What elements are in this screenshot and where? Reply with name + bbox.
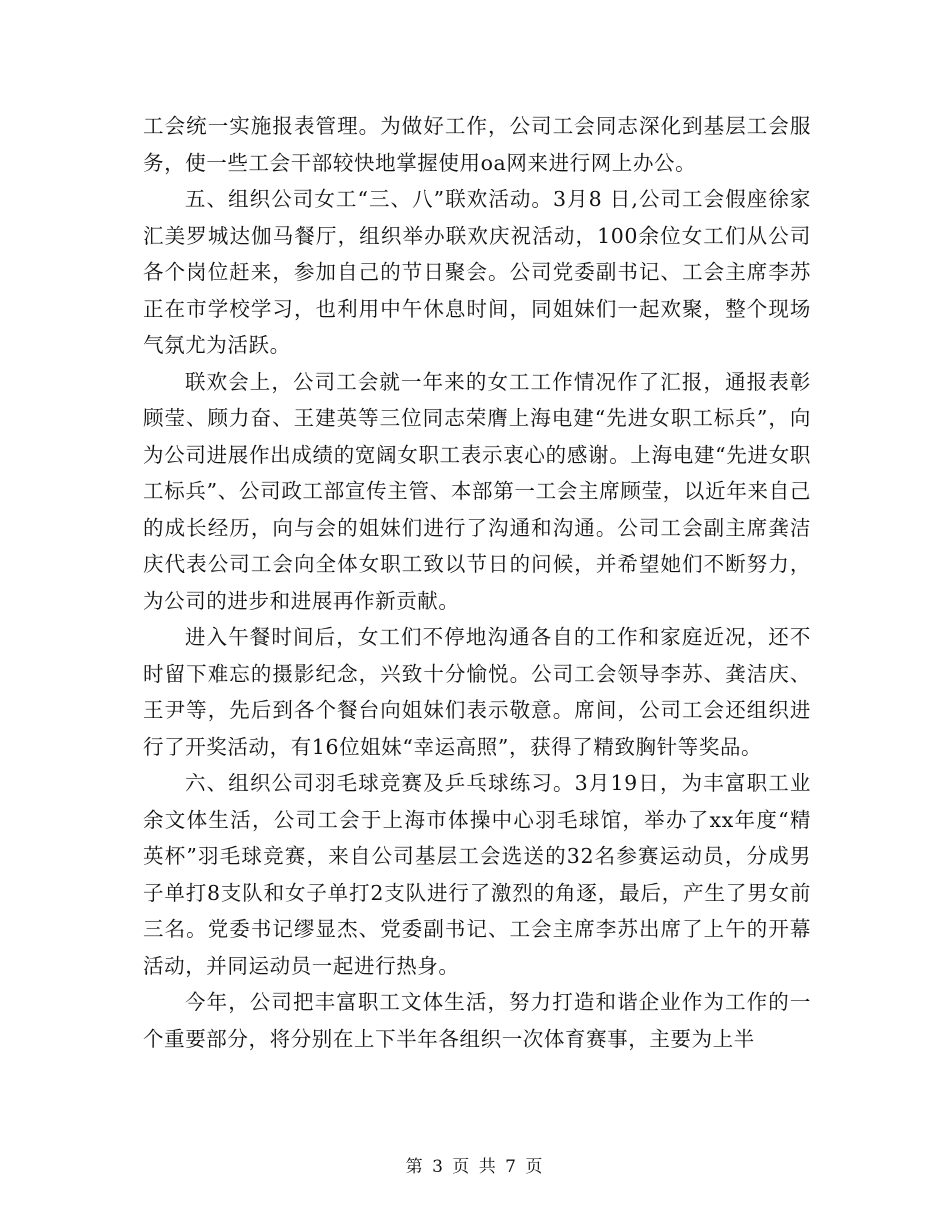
- paragraph-5: 六、组织公司羽毛球竞赛及乒乓球练习。3月19日，为丰富职工业余文体生活，公司工会于上海市体操中心羽毛球馆，举办了xx年度“精英杯”羽毛球竞赛，来自公司基层工会选送的32名参赛运动员，分成男子单打8支队和女子单打2支队进行了激烈的角逐，最后，产生了男女前三名。党委书记缪显杰、党委副书记、工会主席李苏出席了上午的开幕活动，并同运动员一起进行热身。: [143, 771, 811, 978]
- paragraph-2: 五、组织公司女工“三、八”联欢活动。3月8 日,公司工会假座徐家汇美罗城达伽马餐厅，组织举办联欢庆祝活动，100余位女工们从公司各个岗位赶来，参加自己的节日聚会。公司党委副书记、工会主席李苏正在市学校学习，也利用中午休息时间，同姐妹们一起欢聚，整个现场气氛尤为活跃。: [143, 187, 811, 357]
- document-body: [143, 108, 811, 1057]
- paragraph-1: 工会统一实施报表管理。为做好工作，公司工会同志深化到基层工会服务，使一些工会干部较快地掌握使用oa网来进行网上办公。: [143, 114, 811, 175]
- paragraph-6: 今年，公司把丰富职工文体生活，努力打造和谐企业作为工作的一个重要部分，将分别在上下半年各组织一次体育赛事，主要为上半: [143, 990, 811, 1051]
- paragraph-4: 进入午餐时间后，女工们不停地沟通各自的工作和家庭近况，还不时留下难忘的摄影纪念，兴致十分愉悦。公司工会领导李苏、龚洁庆、王尹等，先后到各个餐台向姐妹们表示敬意。席间，公司工会还组织进行了开奖活动，有16位姐妹“幸运高照”，获得了精致胸针等奖品。: [143, 625, 811, 759]
- page-number-footer: 第 3 页 共 7 页: [405, 1157, 545, 1177]
- paragraph-3: 联欢会上，公司工会就一年来的女工工作情况作了汇报，通报表彰顾莹、顾力奋、王建英等三位同志荣膺上海电建“先进女职工标兵”，向为公司进展作出成绩的宽阔女职工表示衷心的感谢。上海电建“先进女职工标兵”、公司政工部宣传主管、本部第一工会主席顾莹，以近年来自己的成长经历，向与会的姐妹们进行了沟通和沟通。公司工会副主席龚洁庆代表公司工会向全体女职工致以节日的问候，并希望她们不断努力，为公司的进步和进展再作新贡献。: [143, 369, 811, 613]
